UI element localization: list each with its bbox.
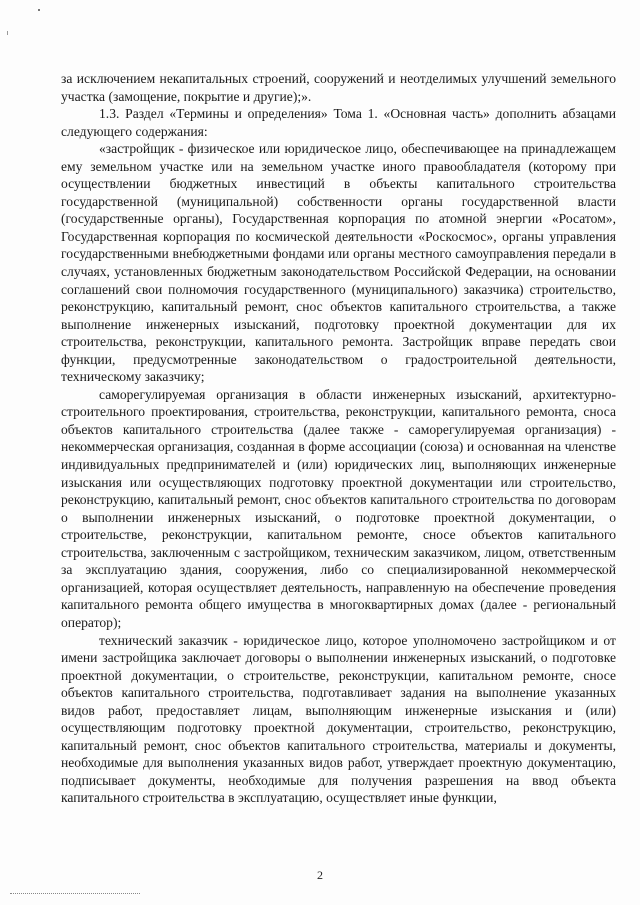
scan-speck (38, 9, 40, 11)
document-body (61, 70, 616, 807)
page-number: 2 (317, 868, 323, 882)
paragraph-technical-customer-definition: технический заказчик - юридическое лицо, которое уполномочено застройщиком и от имени застройщика заключает договоры о выполнении инженерных изысканий, о подготовке проектной документации, о строительстве, реконструкции, капитальном ремонте, сносе объектов капитального строительства, подготавливает задания на выполнение указанных видов работ, предоставляет лицам, выполняющим инженерные изыскания и (или) осуществляющим подготовку проектной документации, строительство, реконструкцию, капитальный ремонт, снос объектов капитального строительства, материалы и документы, необходимые для выполнения указанных видов работ, утверждает проектную документацию, подписывает документы, необходимые для получения разрешения на ввод объекта капитального строительства в эксплуатацию, осуществляет иные функции, (61, 632, 616, 806)
paragraph-developer-definition: «застройщик - физическое или юридическое лицо, обеспечивающее на принадлежащем ему земельном участке или на земельном участке иного правообладателя (которому при осуществлении бюджетных инвестиций в объекты капитального строительства государственной (муниципальной) собственности органы государственной власти (государственные органы), Государственная корпорация по атомной энергии «Росатом», Государственная корпорация по космической деятельности «Роскосмос», органы управления государственными внебюджетными фондами или органы местного самоуправления передали в случаях, установленных бюджетным законодательством Российской Федерации, на основании соглашений свои полномочия государственного (муниципального) заказчика) строительство, реконструкцию, капитальный ремонт, снос объектов капитального строительства, а также выполнение инженерных изысканий, подготовку проектной документации для их строительства, реконструкции, капитального ремонта. Застройщик вправе передать свои функции, предусмотренные законодательством о градостроительной деятельности, техническому заказчику; (61, 141, 616, 385)
paragraph-sro-definition: саморегулируемая организация в области инженерных изысканий, архитектурно-строительного проектирования, строительства, реконструкции, капитального ремонта, сноса объектов капитального строительства (далее также - саморегулируемая организация) - некоммерческая организация, созданная в форме ассоциации (союза) и основанная на членстве индивидуальных предпринимателей и (или) юридических лиц, выполняющих инженерные изыскания или осуществляющих подготовку проектной документации или строительство, реконструкцию, капитальный ремонт, снос объектов капитального строительства по договорам о выполнении инженерных изысканий, о подготовке проектной документации, о строительстве, реконструкции, капитальном ремонте, сносе объектов капитального строительства, заключенным с застройщиком, техническим заказчиком, лицом, ответственным за эксплуатацию здания, сооружения, либо со специализированной некоммерческой организацией, которая осуществляет деятельность, направленную на обеспечение проведения капитального ремонта общего имущества в многоквартирных домах (далее - региональный оператор); (61, 386, 616, 630)
paragraph-continuation: за исключением некапитальных строений, сооружений и неотделимых улучшений земельного участка (замощение, покрытие и другие);». (61, 71, 616, 104)
scan-speck (7, 31, 8, 35)
scan-footer-artifact (10, 893, 140, 895)
paragraph-section-1-3: 1.3. Раздел «Термины и определения» Тома 1. «Основная часть» дополнить абзацами следующего содержания: (61, 106, 616, 139)
